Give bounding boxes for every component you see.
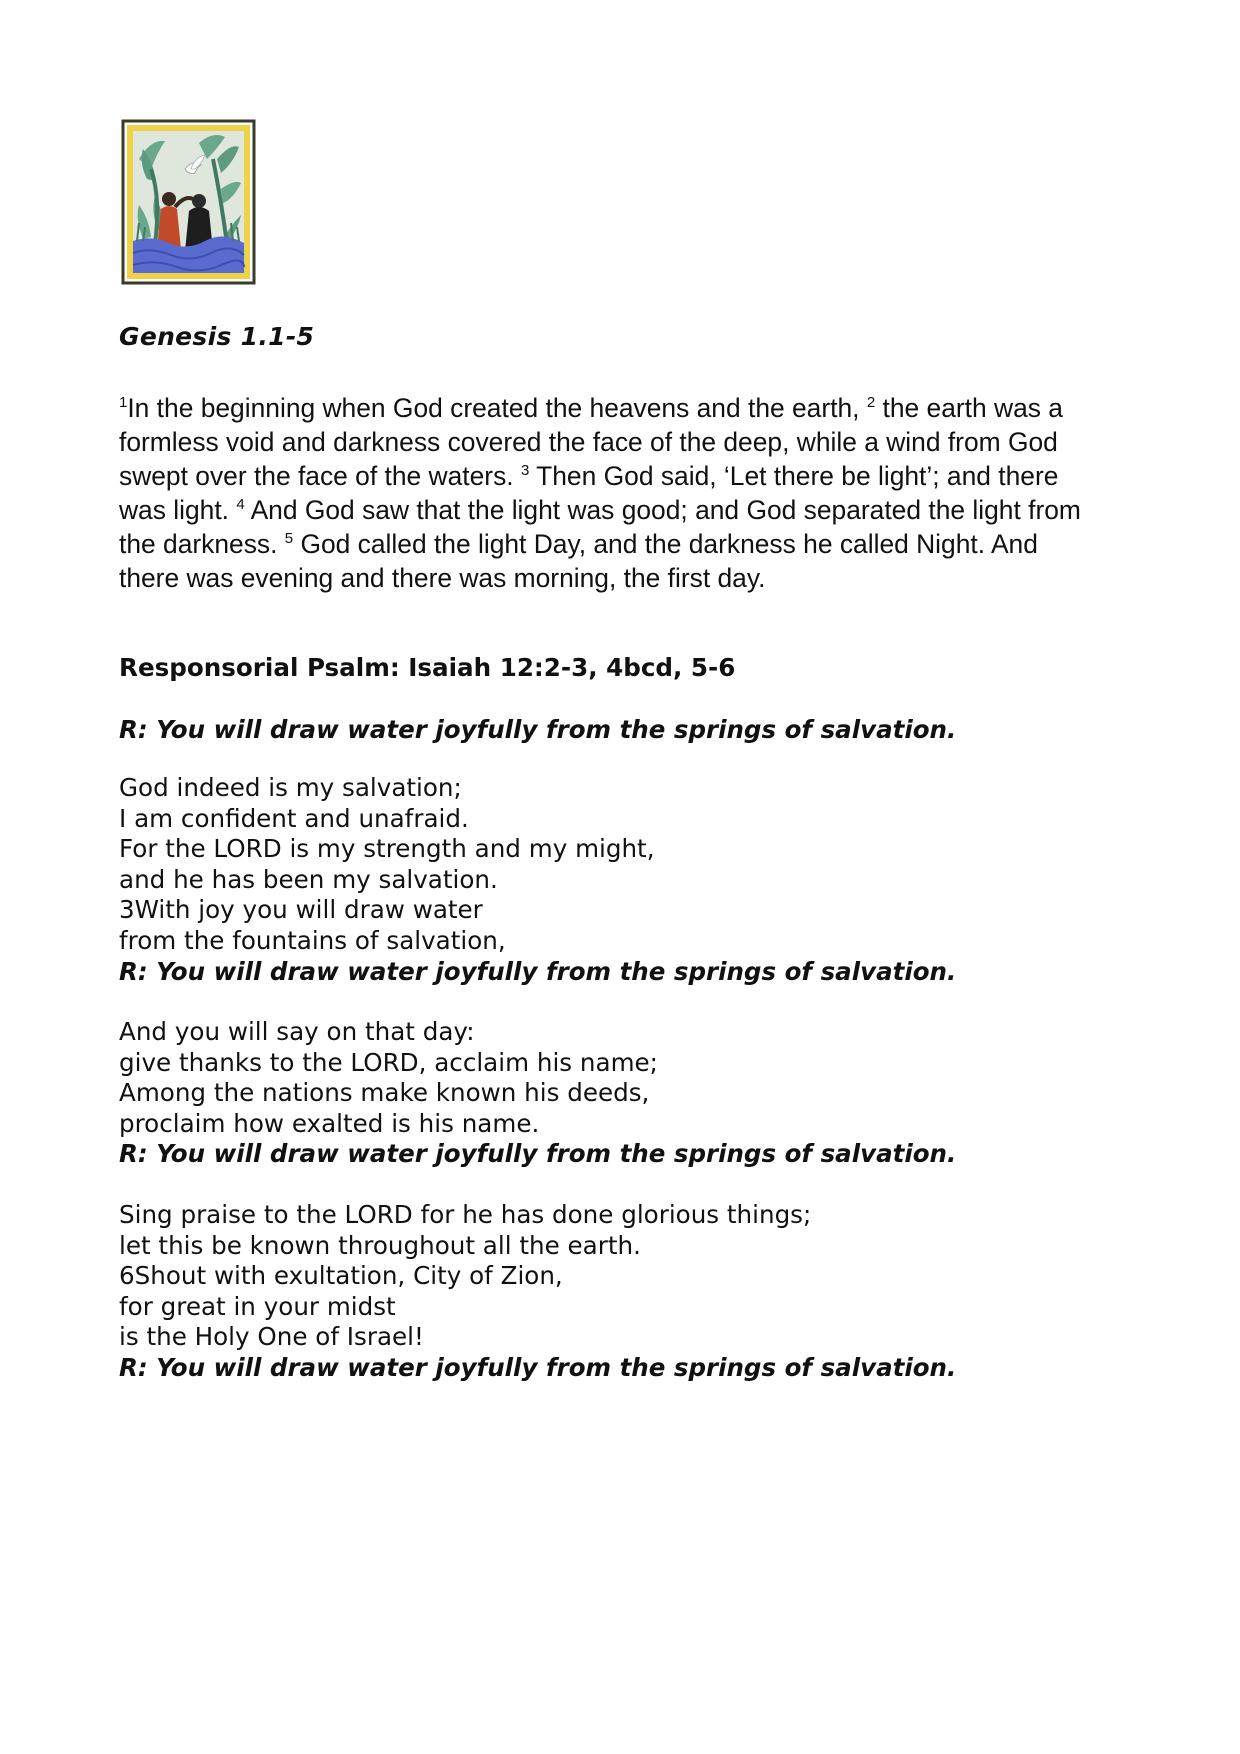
reading-line: swept over the face of the waters. $^3$ Then God said, ‘Let there be light’; and there (119, 461, 1059, 491)
psalm-stanza-2 (119, 1017, 1119, 1170)
verse-number: 5 (284, 530, 294, 547)
stanza-line: for great in your midst (119, 1291, 396, 1321)
reading-line: the darkness. $^5$ God called the light Day, and the darkness he called Night. And (119, 529, 1038, 559)
stanza-line: For the LORD is my strength and my might, (119, 834, 655, 864)
reading-body (119, 391, 1129, 595)
verse-number: 2 (866, 394, 876, 411)
reading-line: $^1$In the beginning when God created the heavens and the earth, $^2$ the earth was a (119, 393, 1063, 423)
reading-line: formless void and darkness covered the face of the deep, while a wind from God (119, 427, 1058, 457)
stanza-line: Sing praise to the LORD for he has done glorious things; (119, 1200, 812, 1229)
psalm-stanza-3 (119, 1200, 1119, 1384)
psalm-refrain: R: You will draw water joyfully from the springs of salvation. (119, 1139, 957, 1169)
stanza-line: Among the nations make known his deeds, (119, 1078, 650, 1108)
stanza-line: is the Holy One of Israel! (119, 1322, 424, 1352)
stanza-line: 3With joy you will draw water (119, 895, 483, 925)
reading-title: Genesis 1.1-5 (119, 322, 315, 351)
psalm-heading: Responsorial Psalm: Isaiah 12:2-3, 4bcd, 5-6 (119, 653, 736, 682)
psalm-refrain: R: You will draw water joyfully from the springs of salvation. (119, 956, 957, 986)
stanza-line: from the fountains of salvation, (119, 925, 506, 955)
psalm-refrain: R: You will draw water joyfully from the springs of salvation. (119, 1352, 957, 1382)
baptism-illustration (121, 119, 256, 285)
stanza-line: God indeed is my salvation; (119, 773, 462, 802)
stanza-line: give thanks to the LORD, acclaim his name; (119, 1047, 658, 1077)
verse-number: 1 (119, 394, 128, 411)
psalm-refrain: R: You will draw water joyfully from the springs of salvation. (119, 715, 957, 744)
reading-line: there was evening and there was morning, the first day. (119, 563, 766, 593)
stanza-line: let this be known throughout all the earth. (119, 1230, 641, 1260)
reading-line: was light. $^4$ And God saw that the light was good; and God separated the light from (119, 495, 1081, 525)
psalm-stanza-1 (119, 773, 1119, 987)
verse-number: 4 (236, 496, 245, 513)
stanza-line: proclaim how exalted is his name. (119, 1108, 540, 1138)
verse-number: 3 (520, 462, 530, 479)
stanza-line: 6Shout with exultation, City of Zion, (119, 1261, 563, 1291)
stanza-line: I am confident and unafraid. (119, 803, 469, 833)
stanza-line: and he has been my salvation. (119, 864, 498, 894)
stanza-line: And you will say on that day: (119, 1017, 475, 1046)
